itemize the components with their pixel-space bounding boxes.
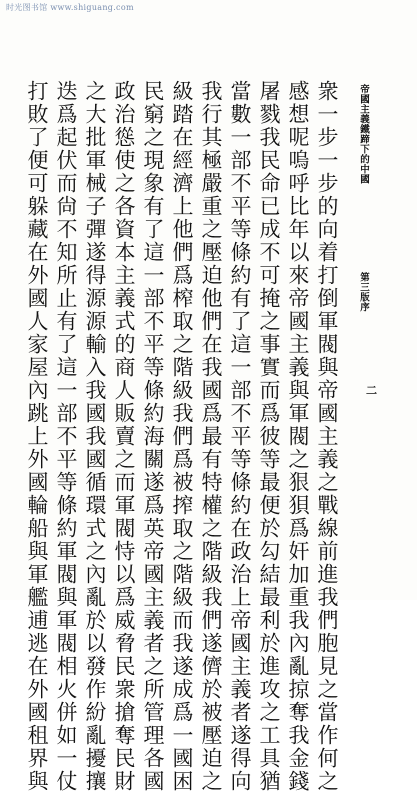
text-column: 感想呢嗚呼比年以來帝國主義與軍閥之狠狽爲奸加重我內亂掠奪我金錢 <box>286 80 310 793</box>
text-column: 打敗了便可躲藏在外國人家屋內跳上外國輪船與軍艦逋逃在外國租界與 <box>25 80 49 793</box>
text-column: 迭爲起伏而尙不知所止有了這一部不平等條約軍閥與軍閥相火併如一仗 <box>54 80 78 793</box>
text-column: 級踏在經濟上他們爲榨取之階級我們爲被搾取之階級而我遂成爲一國困 <box>170 80 194 793</box>
text-column: 民窮之現象有了這一部不平等條約海關遂爲英帝國主義者之所管理各國 <box>141 80 165 793</box>
text-column: 之大批軍械子彈遂得源源輸入我國我國循環式之內亂於以發作紛亂擾攘 <box>83 80 107 793</box>
text-column: 當數一部不平等條約有了這一部不平等條約在政治上帝國主義者遂得向 <box>228 80 252 793</box>
running-head: 帝國主義鐵蹄下的中國 <box>358 84 369 184</box>
text-column: 衆一步一步的向着打倒軍閥與帝國主義之戰線前進我們胞見之當作何之 <box>315 80 339 793</box>
section-label: 第三版序 <box>358 272 369 312</box>
text-column: 我行其極嚴重之壓迫他們在我國爲最有特權之階級我們遂儕於被壓迫之 <box>199 80 223 793</box>
text-column: 屠戮我民命已成不可掩之事實而爲彼等最便於勾結最利於進攻之工具猶 <box>257 80 281 793</box>
page-number: 二 <box>366 384 377 397</box>
body-text <box>22 80 341 793</box>
text-column: 政治慫使之各資本主義式的商人販賣之而軍閥恃以爲威脅民衆搶奪民財 <box>112 80 136 793</box>
watermark: 时光图书馆 www.shiguang.com <box>6 3 134 12</box>
